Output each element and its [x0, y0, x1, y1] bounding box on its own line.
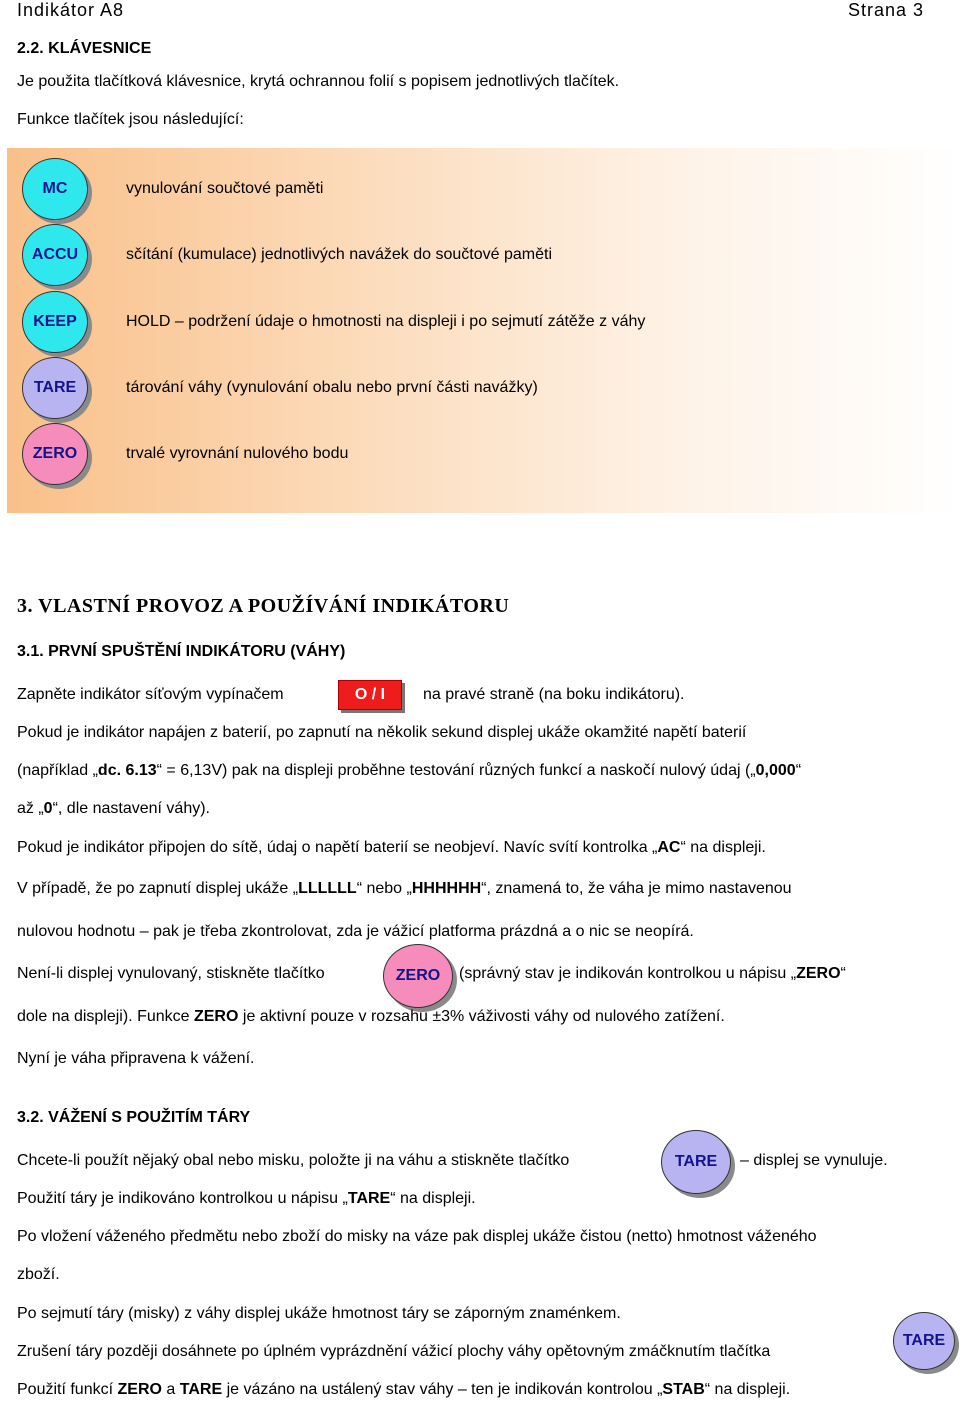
- intro-text: Je použita tlačítková klávesnice, krytá ochrannou folií s popisem jednotlivých tlačítek.: [17, 73, 620, 90]
- key-desc-accu: sčítání (kumulace) jednotlivých navážek do součtové paměti: [126, 246, 552, 263]
- key-desc-mc: vynulování součtové paměti: [126, 180, 324, 197]
- netto-line-2: zboží.: [17, 1266, 60, 1283]
- key-desc-tare: tárování váhy (vynulování obalu nebo první části navážky): [126, 379, 538, 396]
- out-of-range-line: V případě, že po zapnutí displej ukáže „LLLLLL“ nebo „HHHHHH“, znamená to, že váha je mimo nastavenou: [17, 880, 792, 897]
- ready-line: Nyní je váha připravena k vážení.: [17, 1050, 255, 1067]
- battery-text: Pokud je indikátor napájen z baterií, po zapnutí na několik sekund displej ukáže okamžité napětí baterií: [17, 724, 747, 741]
- key-keep: KEEP: [22, 291, 88, 353]
- section-heading-3: 3. VLASTNÍ PROVOZ A POUŽÍVÁNÍ INDIKÁTORU: [17, 595, 510, 617]
- section-heading-3-1: 3.1. PRVNÍ SPUŠTĚNÍ INDIKÁTORU (VÁHY): [17, 643, 346, 660]
- tare-instruction-a: Chcete-li použít nějaký obal nebo misku, položte ji na váhu a stiskněte tlačítko: [17, 1152, 570, 1169]
- cancel-tare-line: Zrušení táry později dosáhnete po úplném vyprázdnění vážicí plochy váhy opětovným zmáčknutím tlačítka: [17, 1343, 771, 1360]
- tare-instruction-b: – displej se vynuluje.: [740, 1152, 888, 1169]
- key-mc: MC: [22, 158, 88, 220]
- zero-display-line: až „0“, dle nastavení váhy).: [17, 800, 210, 817]
- stab-line: Použití funkcí ZERO a TARE je vázáno na ustálený stav váhy – ten je indikován kontrolou „STAB“ na displeji.: [17, 1381, 791, 1398]
- power-switch: O / I: [338, 680, 402, 710]
- inline-key-tare-2: TARE: [893, 1312, 955, 1370]
- key-desc-zero: trvalé vyrovnání nulového bodu: [126, 445, 349, 462]
- tare-indicator-line: Použití táry je indikováno kontrolkou u nápisu „TARE“ na displeji.: [17, 1190, 476, 1207]
- netto-line-1: Po vložení váženého předmětu nebo zboží do misky na váze pak displej ukáže čistou (netto) hmotnost váženého: [17, 1228, 817, 1245]
- zero-instruction-a: Není-li displej vynulovaný, stiskněte tlačítko: [17, 965, 325, 982]
- switch-text-a: Zapněte indikátor síťovým vypínačem: [17, 686, 284, 703]
- key-zero: ZERO: [22, 423, 88, 485]
- section-heading-2-2: 2.2. KLÁVESNICE: [17, 40, 152, 57]
- zero-range-line: dole na displeji). Funkce ZERO je aktivní pouze v rozsahu ±3% váživosti váhy od nulového zatížení.: [17, 1008, 725, 1025]
- mains-line: Pokud je indikátor připojen do sítě, údaj o napětí baterií se neobjeví. Navíc svítí kontrolka „AC“ na displeji.: [17, 839, 766, 856]
- section-heading-3-2: 3.2. VÁŽENÍ S POUŽITÍM TÁRY: [17, 1109, 251, 1126]
- inline-key-zero: ZERO: [383, 944, 453, 1008]
- key-tare: TARE: [22, 357, 88, 419]
- battery-example-line: (například „dc. 6.13“ = 6,13V) pak na displeji proběhne testování různých funkcí a naskočí nulový údaj („0,000“: [17, 762, 802, 779]
- key-desc-keep: HOLD – podržení údaje o hmotnosti na displeji i po sejmutí zátěže z váhy: [126, 313, 646, 330]
- functions-label: Funkce tlačítek jsou následující:: [17, 111, 244, 128]
- page-number: Strana 3: [847, 0, 924, 20]
- negative-tare-line: Po sejmutí táry (misky) z váhy displej ukáže hmotnost táry se záporným znaménkem.: [17, 1305, 621, 1322]
- switch-text-b: na pravé straně (na boku indikátoru).: [423, 686, 685, 703]
- header-title: Indikátor A8: [17, 0, 125, 20]
- key-accu: ACCU: [22, 224, 88, 286]
- zero-instruction-b: (správný stav je indikován kontrolkou u nápisu „ZERO“: [459, 965, 846, 982]
- inline-key-tare: TARE: [661, 1130, 731, 1194]
- check-platform-line: nulovou hodnotu – pak je třeba zkontrolovat, zda je vážicí platforma prázdná a o nic se neopírá.: [17, 923, 694, 940]
